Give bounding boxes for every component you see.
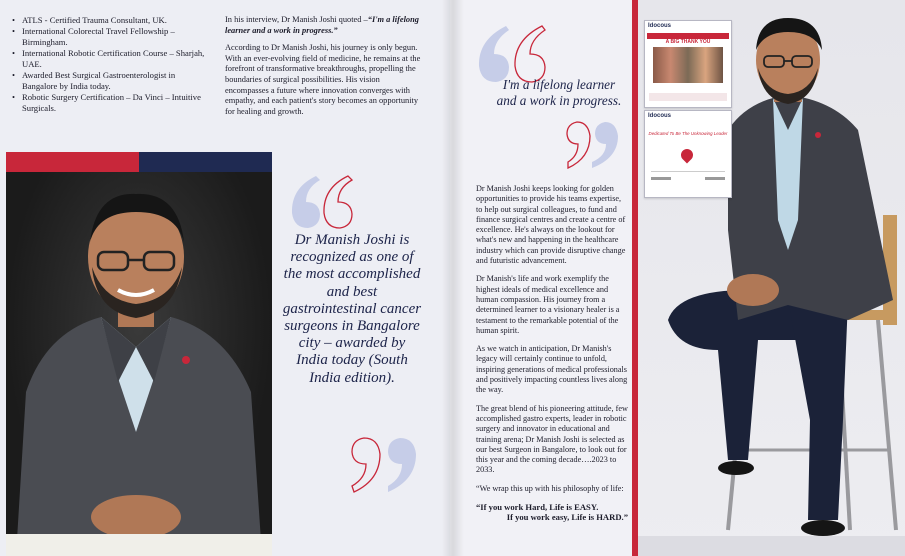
interview-quote: “I'm a lifelong learner and a work in progress.”	[225, 15, 419, 35]
interview-lead: In his interview, Dr Manish Joshi quoted –	[225, 15, 368, 24]
pull-quote-right: I'm a lifelong learner and a work in progress.	[496, 77, 622, 108]
map-pin-icon	[679, 147, 696, 164]
interview-column	[225, 15, 425, 124]
body-paragraph: Dr Manish Joshi keeps looking for golden opportunities to provide his teams expertise, to help out surgical colleagues, to fund and finance surgical centres and create a centre of excellence. He's always on the lookout for what's new and happening in the healthcare industry which can provide disruptive change and futuristic advancement.	[476, 184, 626, 266]
credential-item: • Robotic Surgery Certification – Da Vinci – Intuitive Surgicals.	[12, 92, 212, 114]
credential-item: • International Colorectal Travel Fellowship – Birmingham.	[12, 26, 212, 48]
card-divider	[651, 171, 725, 172]
card-footer	[649, 93, 727, 101]
close-quote-icon-right	[562, 118, 622, 174]
portrait-illustration	[6, 172, 272, 556]
body-paragraph: The great blend of his pioneering attitude, few accomplished gastro experts, leader in robotic surgery and innovator in educational and training arena; Dr Manish Joshi is selected as our best Surgeon in Bangalore, to look out for this year and the coming decade….2023 to 2033.	[476, 403, 628, 475]
journey-paragraph: According to Dr Manish Joshi, his journey is only begun. With an ever-evolving field of medicine, he remains at the forefront of transformative breakthroughs, propelling the boundaries of surgical possibilities. His vision encompasses a future where innovation converges with empathy, and each patient's story becomes an opportunity for healing and growth.	[225, 43, 421, 116]
card-tagline: Dedicated To Be The Unknowing Leader	[648, 131, 728, 136]
closing-philosophy	[476, 502, 628, 523]
navy-band	[139, 152, 272, 172]
card-logo: Idocous	[648, 113, 672, 119]
group-photo	[653, 47, 723, 83]
closing-line-2: If you work easy, Life is HARD.”	[506, 512, 628, 523]
card-title: A BIG THANK YOU	[665, 39, 711, 45]
credential-item: • Awarded Best Surgical Gastroenterologist in Bangalore by India today.	[12, 70, 212, 92]
red-band	[6, 152, 139, 172]
body-paragraph: Dr Manish's life and work exemplify the highest ideals of medical excellence and human compassion. His journey from a determined learner to a visionary healer is a testament to the remarkable potential of the human spirit.	[476, 274, 620, 335]
pull-quote-left: Dr Manish Joshi is recognized as one of the most accomplished and best gastrointestinal cancer surgeons in Bangalore city – awarded by India today (South India edition).	[282, 232, 422, 386]
credential-item: • International Robotic Certification Course – Sharjah, UAE.	[12, 48, 212, 70]
close-quote-icon	[340, 430, 420, 500]
open-quote-icon	[286, 168, 356, 238]
credentials-list	[12, 15, 212, 114]
credential-item: • ATLS - Certified Trauma Consultant, UK.	[12, 15, 212, 26]
card-logo: Idocous	[648, 23, 672, 29]
card-label-right	[705, 177, 725, 180]
body-paragraph: “We wrap this up with his philosophy of life:	[476, 483, 624, 493]
closing-line-1: “If you work Hard, Life is EASY.	[476, 502, 599, 513]
card-label-left	[651, 177, 671, 180]
right-text-column	[476, 184, 628, 531]
portrait-photo-left	[6, 172, 272, 556]
interview-paragraph	[225, 15, 425, 36]
page-gutter	[442, 0, 464, 556]
event-card-location	[644, 110, 732, 198]
body-paragraph: As we watch in anticipation, Dr Manish's legacy will certainly continue to unfold, inspiring generations of medical professionals and positively impacting countless lives along the way.	[476, 344, 628, 395]
event-card-thank-you	[644, 20, 732, 108]
